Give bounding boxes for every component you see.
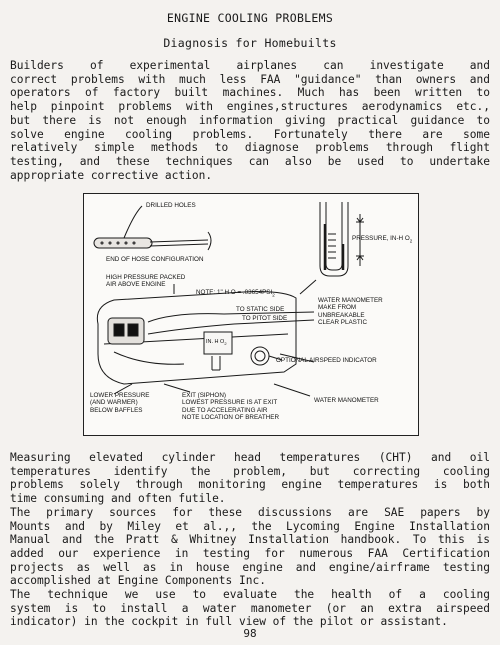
text-line: temperatures identify the problem, but correcting cooling <box>10 464 490 478</box>
water-manometer-top-label: WATER MANOMETER MAKE FROM UNBREAKABLE CLEAR PLASTIC <box>318 297 383 327</box>
text-line: problems solely through monitoring engine temperatures is both <box>10 478 490 492</box>
text-line: The technique we use to evaluate the health of a cooling <box>10 588 490 602</box>
page-number: 98 <box>243 627 257 640</box>
text-line: accomplished at Engine Components Inc. <box>10 574 266 588</box>
text-line: Builders of experimental airplanes can investigate and <box>10 59 490 72</box>
text-line: operators of factory built machines. Much has been written to <box>10 86 490 100</box>
drilled-holes-label: DRILLED HOLES <box>146 202 196 209</box>
text-line: help pinpoint problems with engines,structures aerodynamics etc., <box>10 100 490 114</box>
text-line: relatively simple methods to diagnose problems through flight <box>10 141 490 155</box>
water-manometer-bottom-label: WATER MANOMETER <box>314 397 379 404</box>
note-label: NOTE: 1" H $O = .03654PSI_2$ <box>196 289 275 298</box>
text-line: Manual and the Pratt & Whitney Installation handbook. To this is <box>10 533 490 547</box>
hose-end-drawing <box>94 206 211 250</box>
text-line: correct problems with much less FAA "guidance" than owners and <box>10 72 490 86</box>
text-line: projects as well as in house engine and engine/airframe testing <box>10 560 490 574</box>
text-line: time consuming and often futile. <box>10 492 226 506</box>
high-pressure-label: HIGH PRESSURE PACKED AIR ABOVE ENGINE <box>106 274 186 289</box>
optional-airspeed-label: OPTIONAL AIRSPEED INDICATOR <box>276 357 377 364</box>
body-paragraph <box>10 451 490 629</box>
text-line: Measuring elevated cylinder head temperatures (CHT) and oil <box>10 451 490 464</box>
pressure-label: PRESSURE, IN-H $O_2$ <box>352 235 413 244</box>
static-side-label: TO STATIC SIDE <box>236 306 285 313</box>
text-line: Mounts and by Miley et al.,, the Lycoming Engine Installation <box>10 519 490 533</box>
lower-pressure-label: LOWER PRESSURE (AND WARMER) BELOW BAFFLES <box>90 392 150 414</box>
intro-paragraph <box>10 59 490 182</box>
engine-cooling-diagram <box>83 193 419 436</box>
text-line: system is to install a water manometer (or an extra airspeed <box>10 601 490 615</box>
text-line: The primary sources for these discussions are SAE papers by <box>10 505 490 519</box>
pitot-side-label: TO PITOT SIDE <box>242 315 288 322</box>
text-line: solve engine cooling problems. Fortunately there are some <box>10 127 490 141</box>
text-line: but there is not enough information giving practical guidance to <box>10 113 490 127</box>
exit-label: EXIT (SIPHON) LOWEST PRESSURE IS AT EXIT DUE TO ACCELERATING AIR NOTE LOCATION OF BREATHER <box>182 392 280 422</box>
page-subtitle: Diagnosis for Homebuilts <box>163 36 337 50</box>
text-line: added our experience in testing for numerous FAA Certification <box>10 546 490 560</box>
text-line: indicator) in the cockpit in full view of the pilot or assistant. <box>10 615 448 629</box>
text-line: testing, and these techniques can also be used to undertake <box>10 154 490 168</box>
gauge-label: IN. H $O_2$ <box>206 339 227 347</box>
text-line: appropriate corrective action. <box>10 168 213 182</box>
page-title: ENGINE COOLING PROBLEMS <box>166 11 334 25</box>
gauge-drawing <box>204 332 232 370</box>
hose-config-label: END OF HOSE CONFIGURATION <box>106 256 204 263</box>
